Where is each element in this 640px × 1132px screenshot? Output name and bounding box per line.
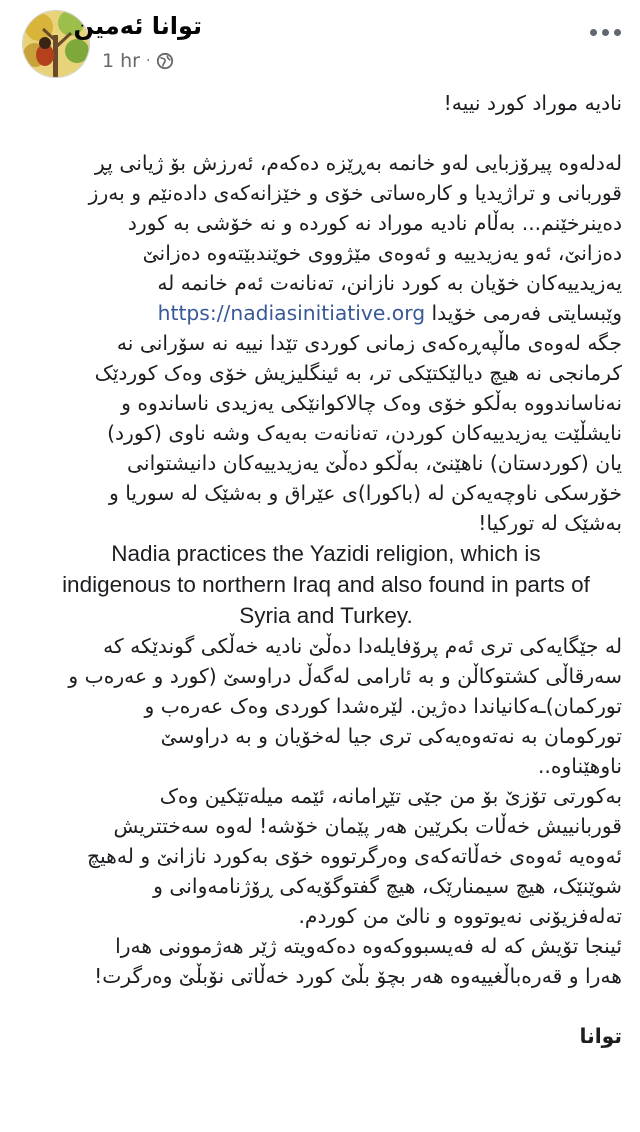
post-title: نادیە موراد کورد نییە! <box>443 91 622 115</box>
p1-line: یەزیدییەکان خۆیان بە کورد نازانن، تەنانەت ئەم خانمە لە <box>157 271 622 295</box>
p3-line: لە جێگایەکی تری ئەم پرۆفایلەدا دەڵێ نادیە خەڵکی گوندێکە کە <box>103 634 622 658</box>
more-dot-icon <box>614 29 621 36</box>
post-body <box>30 88 622 1051</box>
p5-line: هەرا و قەرەباڵغییەوە هەر بچۆ بڵێ کورد خەڵاتی نۆبڵێ وەرگرت! <box>94 964 622 988</box>
signature: توانا <box>579 1024 622 1048</box>
paragraph-gap <box>30 118 622 148</box>
p1-line: دەزانێ، ئەو یەزیدییە و ئەوەی مێژووی خوێندبێتەوە دەزانێ <box>142 241 622 265</box>
p3-line: تورکومان بە نەتەوەیەکی تری جیا لەخۆیان و بە دراوسێ <box>160 724 622 748</box>
p4-line: تەلەفزیۆنی نەیوتووە و نالێ من کوردم. <box>298 904 622 928</box>
p1-line: دەینرخێنم... بەڵام نادیە موراد نە کوردە و نە خۆشی بە کورد <box>127 211 622 235</box>
p2-line: نایشڵێت یەزیدییەکان کوردن، تەنانەت بەیەک وشە ناوی (کورد) <box>107 421 622 445</box>
globe-icon[interactable] <box>156 52 174 70</box>
p2-line: جگە لەوەی ماڵپەڕەکەی زمانی کوردی تێدا نییە نە سۆرانی نە <box>116 331 622 355</box>
p2-line: نەناساندووە بەڵکو خۆی وەک چالاکوانێکی یەزیدی ناساندوە و <box>121 391 622 415</box>
more-dot-icon <box>602 29 609 36</box>
p4-line: ئەوەیە ئەوەی خەڵاتەکەی وەرگرتووە خۆی بەکورد نازانێ و لەهیچ <box>86 844 622 868</box>
p4-line: شوێنێک، هیچ سیمنارێک، هیچ گفتوگۆیەکی ڕۆژنامەوانی و <box>153 874 622 898</box>
meta-separator: · <box>145 53 151 69</box>
author-name[interactable]: توانا ئەمین <box>73 12 202 40</box>
p3-line: سەرقاڵی کشتوکاڵن و بە ئارامی لەگەڵ دراوسێ (کورد و عەرەب و <box>68 664 622 688</box>
p5-line: ئینجا تۆیش کە لە فەیسبووکەوە دەکەویتە ژێر هەژموونی هەرا <box>115 934 622 958</box>
p4-line: قوربانییش خەڵات بکرێین هەر پێمان خۆشە! لەوە سەختتریش <box>113 814 622 838</box>
p2-line: یان (کوردستان) ناهێنێ، بەڵکو دەڵێ یەزیدییەکان دانیشتوانی <box>127 451 622 475</box>
english-line: Syria and Turkey. <box>239 603 413 628</box>
p4-line: بەکورتی تۆزێ بۆ من جێی تێڕامانە، ئێمە میلەتێکین وەک <box>159 784 622 808</box>
post-header <box>0 0 640 80</box>
more-options-button[interactable] <box>590 26 626 38</box>
p1-link-prefix: وێبسایتی فەرمی خۆیدا <box>431 301 622 325</box>
english-line: indigenous to northern Iraq and also found in parts of <box>62 572 590 597</box>
p3-line: تورکمان)ـەکانیاندا دەژین. لێرەشدا کوردی وەک عەرەب و <box>144 694 622 718</box>
website-link[interactable]: https://nadiasinitiative.org <box>157 301 426 325</box>
p1-link-line <box>30 298 622 328</box>
post-time[interactable]: 1 hr <box>102 50 140 72</box>
p1-line: لەدلەوە پیرۆزبایی لەو خانمە بەڕێزە دەکەم، ئەرزش بۆ ژیانی پڕ <box>94 151 622 175</box>
more-dot-icon <box>590 29 597 36</box>
p1-line: قوربانی و تراژیدیا و کارەساتی خۆی و خێزانەکەی دادەنێم و بەرز <box>88 181 622 205</box>
p2-line: بەشێک لە تورکیا! <box>478 511 622 535</box>
english-line: Nadia practices the Yazidi religion, which is <box>111 541 541 566</box>
p2-line: کرمانجی نە هیچ دیالێکتێکی تر، بە ئینگلیزیش خۆی وەک کوردێک <box>94 361 622 385</box>
p3-line: ناوهێناوە.. <box>537 754 622 778</box>
post-meta <box>102 50 174 72</box>
p2-line: خۆرسکی ناوچەیەکن لە (باکورا)ی عێراق و بەشێک لە سوریا و <box>108 481 622 505</box>
paragraph-gap <box>30 991 622 1021</box>
